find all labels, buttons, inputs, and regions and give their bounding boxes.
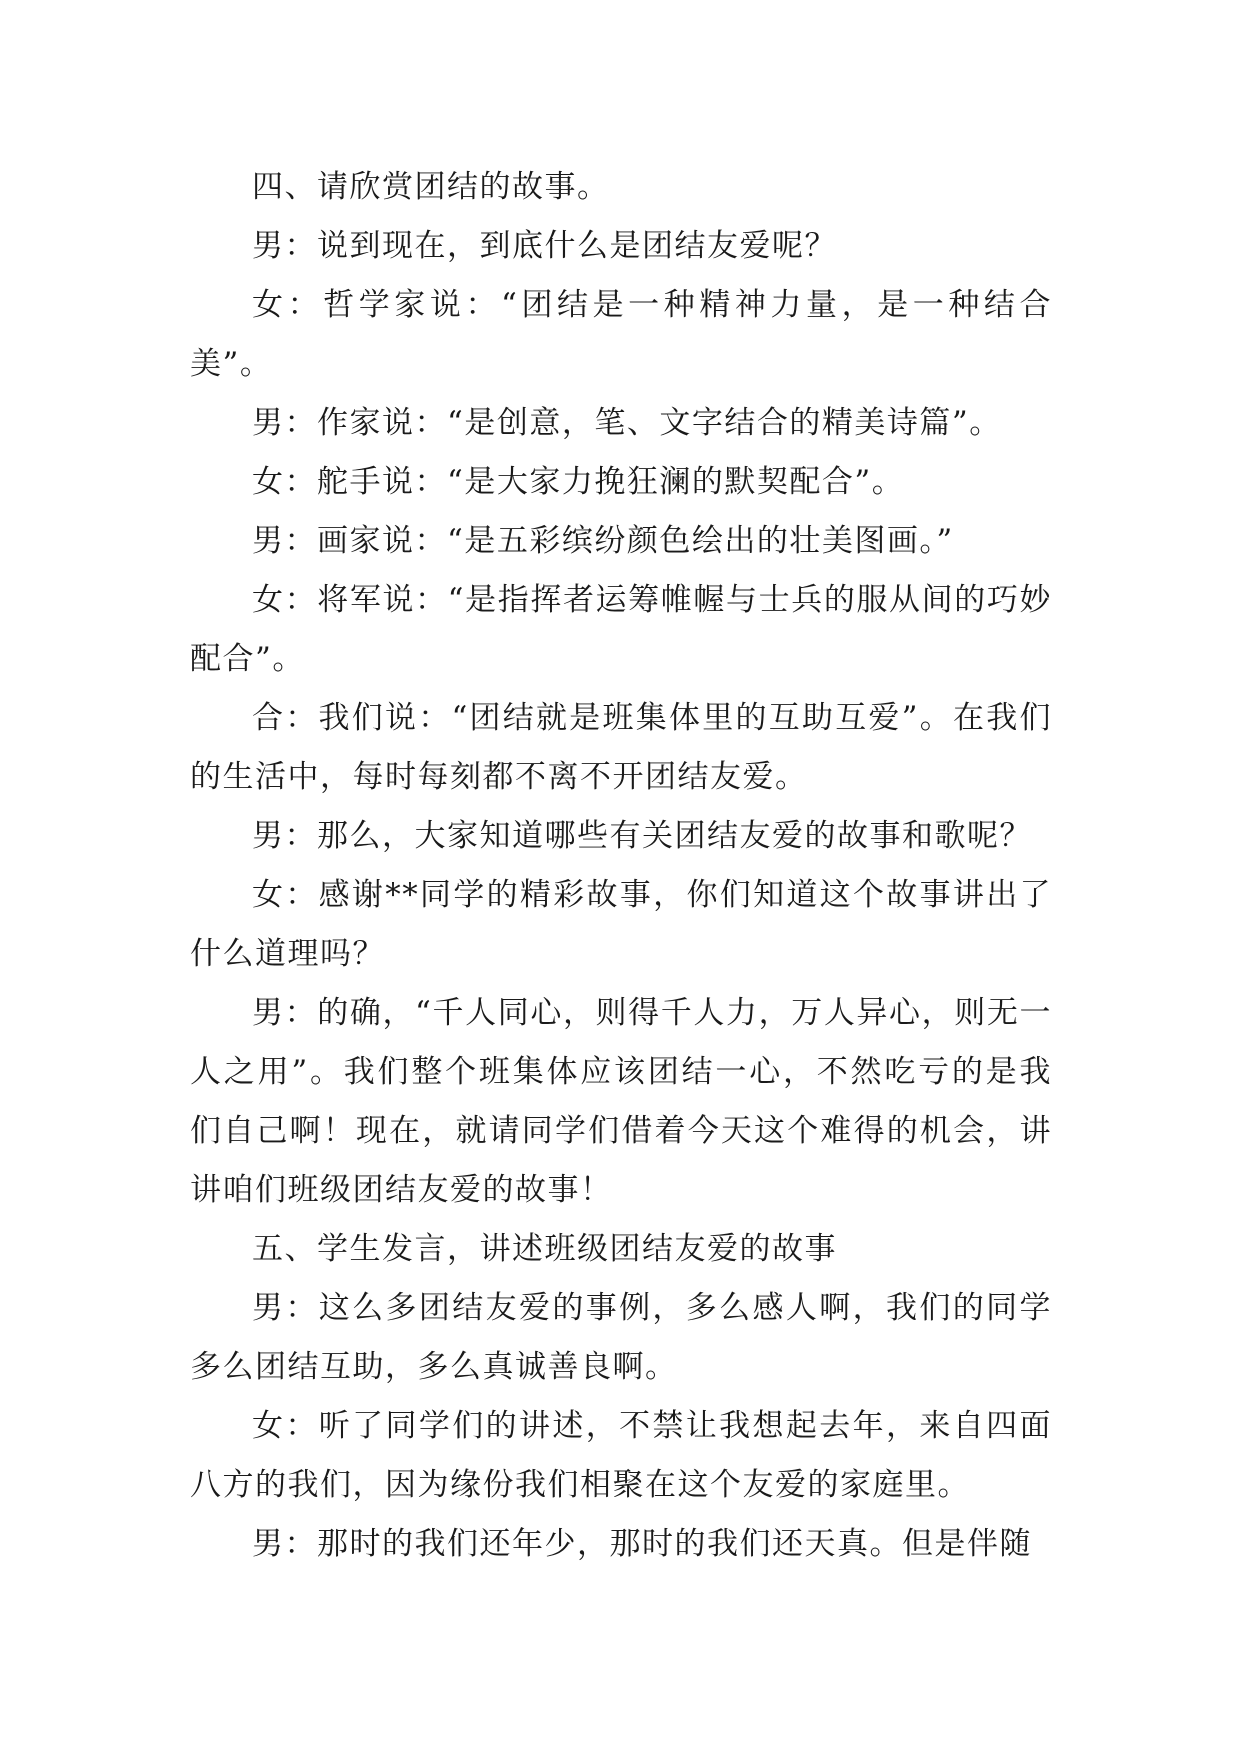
paragraph: 女：感谢**同学的精彩故事，你们知道这个故事讲出了什么道理吗？ [190, 877, 1052, 972]
paragraph: 男：那么，大家知道哪些有关团结友爱的故事和歌呢？ [252, 818, 1032, 854]
paragraph: 女：将军说：“是指挥者运筹帷幄与士兵的服从间的巧妙配合”。 [190, 582, 1052, 677]
paragraph: 男：的确，“千人同心，则得千人力，万人异心，则无一人之用”。我们整个班集体应该团结一心，不然吃亏的是我们自己啊！现在，就请同学们借着今天这个难得的机会，讲讲咱们班级团结友爱的故事！ [190, 995, 1052, 1208]
paragraph: 女：听了同学们的讲述，不禁让我想起去年，来自四面八方的我们，因为缘份我们相聚在这个友爱的家庭里。 [190, 1408, 1052, 1503]
paragraph: 女：舵手说：“是大家力挽狂澜的默契配合”。 [252, 464, 905, 500]
paragraph: 四、请欣赏团结的故事。 [252, 169, 610, 205]
paragraph: 女：哲学家说：“团结是一种精神力量，是一种结合美”。 [190, 287, 1052, 382]
paragraph: 男：说到现在，到底什么是团结友爱呢？ [252, 228, 837, 264]
paragraph: 合：我们说：“团结就是班集体里的互助互爱”。在我们的生活中，每时每刻都不离不开团结友爱。 [190, 700, 1052, 795]
section-heading: 五、学生发言，讲述班级团结友爱的故事 [252, 1231, 837, 1267]
paragraph: 男：作家说：“是创意，笔、文字结合的精美诗篇”。 [252, 405, 1002, 441]
paragraph: 男：那时的我们还年少，那时的我们还天真。但是伴随 [252, 1526, 1032, 1562]
document-body [190, 158, 1052, 1574]
paragraph: 男：这么多团结友爱的事例，多么感人啊，我们的同学多么团结互助，多么真诚善良啊。 [190, 1290, 1052, 1385]
paragraph: 男：画家说：“是五彩缤纷颜色绘出的壮美图画。” [252, 523, 954, 559]
